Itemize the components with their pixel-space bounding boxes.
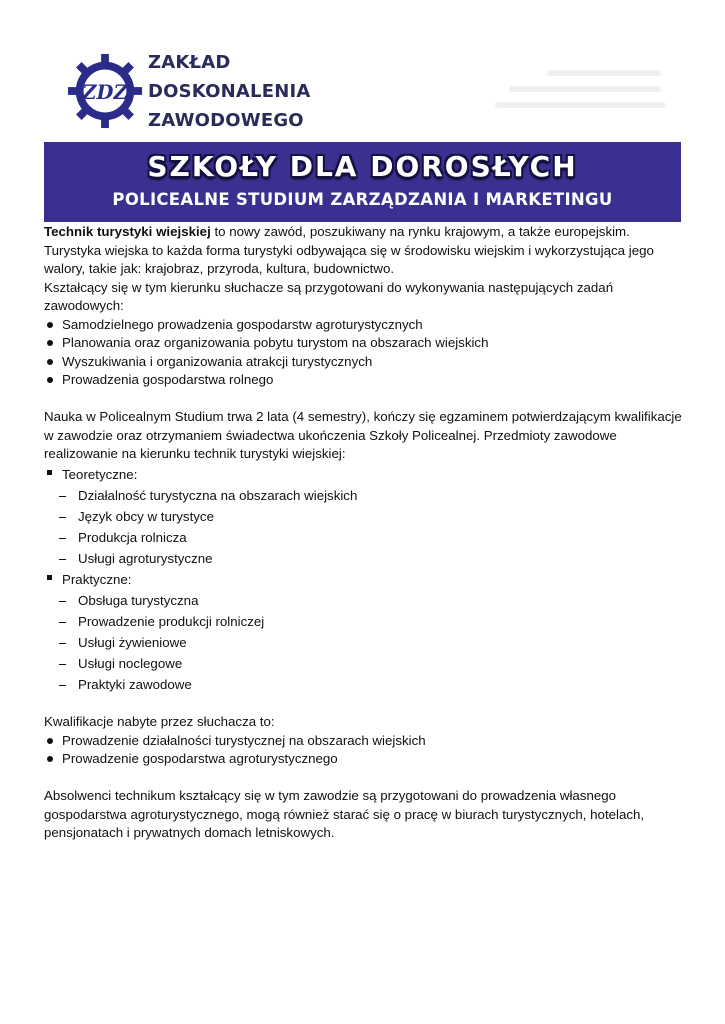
logo-line-1: ZAKŁAD — [148, 52, 231, 73]
logo — [66, 44, 311, 136]
zdz-gear-logo-icon — [66, 52, 144, 130]
list-item: Praktyki zawodowe — [44, 674, 684, 695]
list-item: Usługi noclegowe — [44, 653, 684, 674]
list-item: Usługi żywieniowe — [44, 632, 684, 653]
list-item: Prowadzenie gospodarstwa agroturystycznego — [44, 750, 684, 769]
study-description: Nauka w Policealnym Studium trwa 2 lata (4 semestry), kończy się egzaminem potwierdzającym kwalifikacje w zawodzie oraz otrzymaniem świadectwa ukończenia Szkoły Policealnej. Przedmioty zawodowe realizowanie na kierunku technik turystyki wiejskiej: — [44, 409, 682, 461]
list-item: Wyszukiwania i organizowania atrakcji turystycznych — [44, 353, 684, 372]
subject-group-theoretical — [44, 464, 684, 485]
banner-subtitle: POLICEALNE STUDIUM ZARZĄDZANIA I MARKETINGU — [112, 190, 613, 209]
logo-line-2: DOSKONALENIA — [148, 81, 311, 102]
banner-title: SZKOŁY DLA DOROSŁYCH — [147, 150, 578, 183]
list-item: Usługi agroturystyczne — [44, 548, 684, 569]
subjects-list-2 — [44, 569, 684, 590]
profession-name: Technik turystyki wiejskiej — [44, 224, 211, 239]
subject-group-label: Praktyczne: — [62, 571, 132, 587]
subjects-list — [44, 464, 684, 485]
intro-definition: Turystyka wiejska to każda forma turystyki odbywająca się w środowisku wiejskim i wykorzystująca jego walory, takie jak: krajobraz, przyroda, kultura, budownictwo. — [44, 242, 654, 276]
list-item: Obsługa turystyczna — [44, 590, 684, 611]
practical-subjects — [44, 590, 684, 695]
svg-text:ZDZ: ZDZ — [82, 80, 128, 104]
logo-line-3: ZAWODOWEGO — [148, 110, 304, 131]
subject-group-label: Teoretyczne: — [62, 466, 138, 482]
header-banner — [44, 142, 681, 222]
intro-lead-rest: to nowy zawód, poszukiwany na rynku krajowym, a także europejskim. — [210, 224, 630, 239]
document-body — [44, 223, 684, 843]
graduates-paragraph: Absolwenci technikum kształcący się w tym zawodzie są przygotowani do prowadzenia własnego gospodarstwa agroturystycznego, mogą również starać się o pracę w biurach turystycznych, hotelach, pensjonatach i prywatnych domach letniskowych. — [44, 788, 645, 840]
list-item: Prowadzenie produkcji rolniczej — [44, 611, 684, 632]
list-item: Działalność turystyczna na obszarach wiejskich — [44, 485, 684, 506]
qualifications-list — [44, 732, 684, 769]
list-item: Język obcy w turystyce — [44, 506, 684, 527]
list-item: Planowania oraz organizowania pobytu turystom na obszarach wiejskich — [44, 334, 684, 353]
list-item: Prowadzenia gospodarstwa rolnego — [44, 371, 684, 390]
list-item: Produkcja rolnicza — [44, 527, 684, 548]
intro-lead — [44, 223, 684, 242]
subject-group-practical — [44, 569, 684, 590]
list-item: Prowadzenie działalności turystycznej na obszarach wiejskich — [44, 732, 684, 751]
tasks-list — [44, 316, 684, 390]
logo-wordmark — [148, 48, 311, 135]
list-item: Samodzielnego prowadzenia gospodarstw agroturystycznych — [44, 316, 684, 335]
faded-background-decoration — [480, 60, 670, 140]
theoretical-subjects — [44, 485, 684, 569]
tasks-intro: Kształcący się w tym kierunku słuchacze są przygotowani do wykonywania następujących zadań zawodowych: — [44, 279, 614, 313]
qualifications-intro: Kwalifikacje nabyte przez słuchacza to: — [44, 714, 275, 729]
